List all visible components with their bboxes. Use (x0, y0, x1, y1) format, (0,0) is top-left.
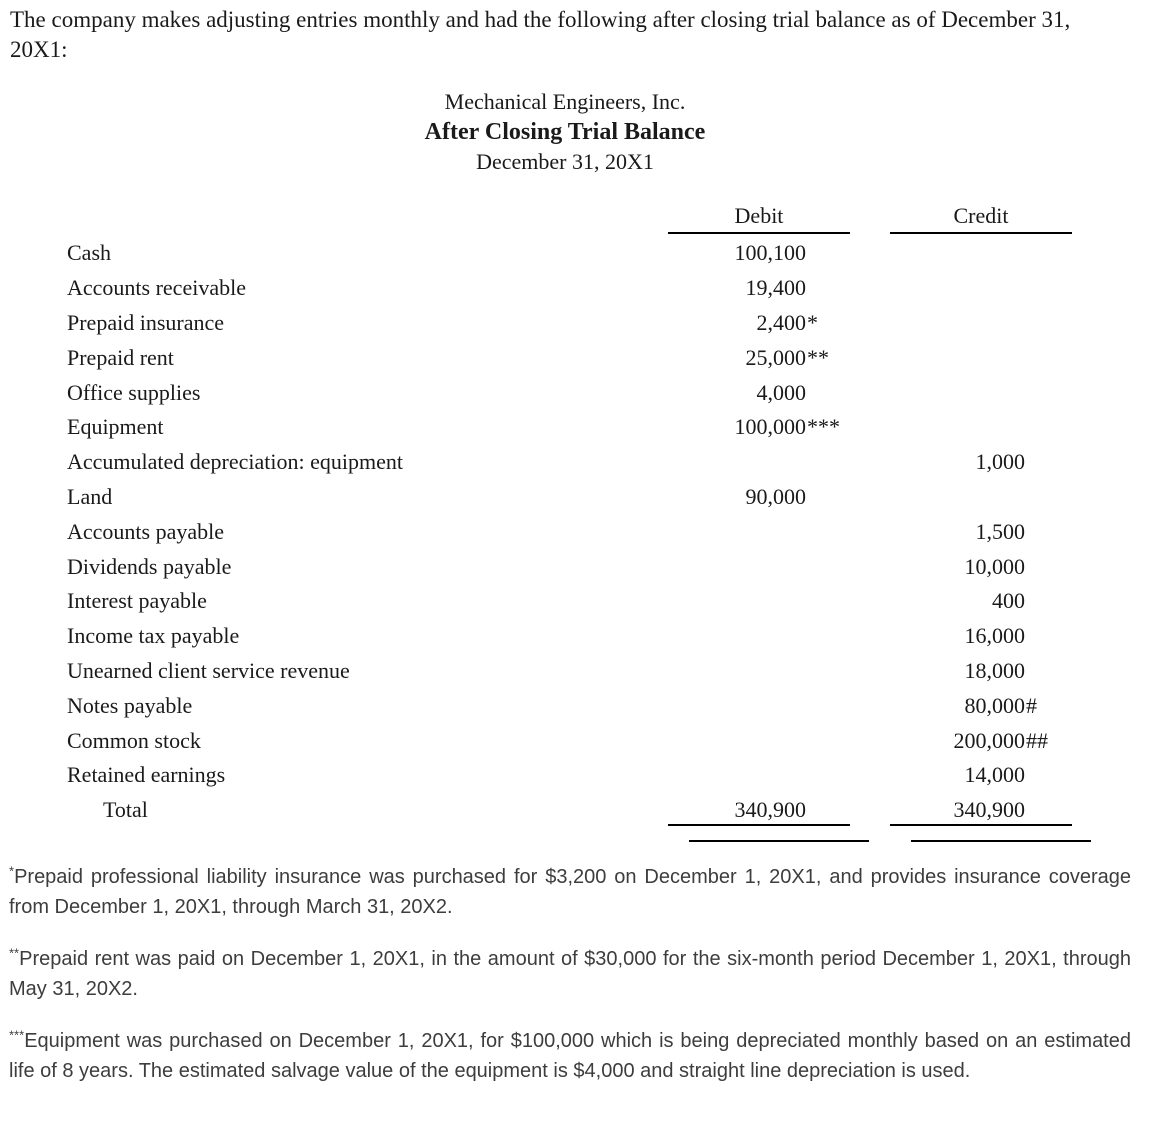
debit-amount: 25,000 (745, 344, 806, 370)
footnote-insurance (9, 862, 1131, 922)
total-credit-rule-bottom (911, 840, 1091, 842)
total-debit-rule-bottom (689, 840, 869, 842)
table-row (0, 619, 1161, 654)
footnote-rent (9, 944, 1131, 1004)
credit-amount: 1,500 (975, 518, 1025, 544)
credit-column-header: Credit (953, 203, 1009, 228)
account-label: Cash (67, 240, 111, 266)
table-row (0, 654, 1161, 689)
report-date: December 31, 20X1 (476, 149, 654, 174)
trial-balance-table (0, 236, 1161, 828)
total-row (0, 793, 1161, 828)
credit-amount: 14,000 (964, 762, 1025, 788)
company-name: Mechanical Engineers, Inc. (444, 89, 686, 114)
account-label: Prepaid rent (67, 344, 174, 370)
total-credit-rule-top (890, 824, 1072, 826)
footnote-marker: ** (9, 945, 20, 961)
table-row (0, 549, 1161, 584)
account-label: Accounts payable (67, 518, 224, 544)
debit-amount: 19,400 (745, 275, 806, 301)
footnote-marker: * (9, 863, 15, 879)
footnote-marker: ** (807, 344, 829, 370)
credit-header-rule (890, 232, 1072, 234)
account-label: Retained earnings (67, 762, 226, 788)
footnote-text: Prepaid professional liability insurance was purchased for $3,200 on December 1, 20X1, and provides insurance coverage from December 1, 20X1, through March 31, 20X2. (9, 866, 1131, 918)
table-row (0, 410, 1161, 445)
table-row (0, 514, 1161, 549)
credit-amount: 16,000 (964, 623, 1025, 649)
footnote-marker: * (807, 309, 818, 335)
credit-amount: 1,000 (975, 449, 1025, 475)
total-credit-amount: 340,900 (953, 797, 1025, 823)
credit-amount: 80,000 (964, 692, 1025, 718)
credit-amount: 18,000 (964, 657, 1025, 683)
credit-amount: 400 (992, 588, 1025, 614)
table-row (0, 236, 1161, 271)
table-row (0, 340, 1161, 375)
debit-amount: 4,000 (756, 379, 806, 405)
account-label: Equipment (67, 414, 164, 440)
debit-header-rule (668, 232, 850, 234)
footnote-marker: *** (9, 1027, 25, 1043)
account-label: Accounts receivable (67, 275, 246, 301)
account-label: Notes payable (67, 692, 193, 718)
total-debit-amount: 340,900 (734, 797, 806, 823)
account-label: Office supplies (67, 379, 201, 405)
report-title: After Closing Trial Balance (424, 119, 706, 145)
debit-amount: 2,400 (756, 309, 806, 335)
title-block (0, 87, 1130, 177)
account-label: Land (67, 483, 113, 509)
table-row (0, 271, 1161, 306)
table-row (0, 584, 1161, 619)
debit-column-header: Debit (734, 203, 784, 228)
table-row (0, 375, 1161, 410)
account-label: Unearned client service revenue (67, 657, 350, 683)
footnote-text: Equipment was purchased on December 1, 20X1, for $100,000 which is being depreciated monthly based on an estimated life of 8 years. The estimated salvage value of the equipment is $4,000 and straight line depreciation is used. (9, 1030, 1131, 1082)
table-row (0, 723, 1161, 758)
intro-paragraph: The company makes adjusting entries monthly and had the following after closing trial balance as of December 31, 20X1: (10, 7, 1071, 62)
account-label: Dividends payable (67, 553, 232, 579)
total-debit-rule-top (668, 824, 850, 826)
account-label: Income tax payable (67, 623, 240, 649)
footnote-marker: *** (807, 414, 840, 440)
credit-amount: 10,000 (964, 553, 1025, 579)
debit-amount: 100,100 (734, 240, 806, 266)
table-row (0, 758, 1161, 793)
table-row (0, 480, 1161, 515)
credit-amount: 200,000 (953, 727, 1025, 753)
footnote-marker: # (1026, 692, 1037, 718)
account-label: Prepaid insurance (67, 309, 224, 335)
table-row (0, 445, 1161, 480)
footnote-equipment (9, 1026, 1131, 1086)
account-label: Accumulated depreciation: equipment (67, 449, 403, 475)
total-label: Total (103, 797, 148, 823)
table-row (0, 306, 1161, 341)
footnote-marker: ## (1026, 727, 1048, 753)
debit-amount: 90,000 (745, 483, 806, 509)
table-row (0, 688, 1161, 723)
account-label: Interest payable (67, 588, 207, 614)
account-label: Common stock (67, 727, 201, 753)
debit-amount: 100,000 (734, 414, 806, 440)
footnote-text: Prepaid rent was paid on December 1, 20X1, in the amount of $30,000 for the six-month period December 1, 20X1, through May 31, 20X2. (9, 948, 1131, 1000)
